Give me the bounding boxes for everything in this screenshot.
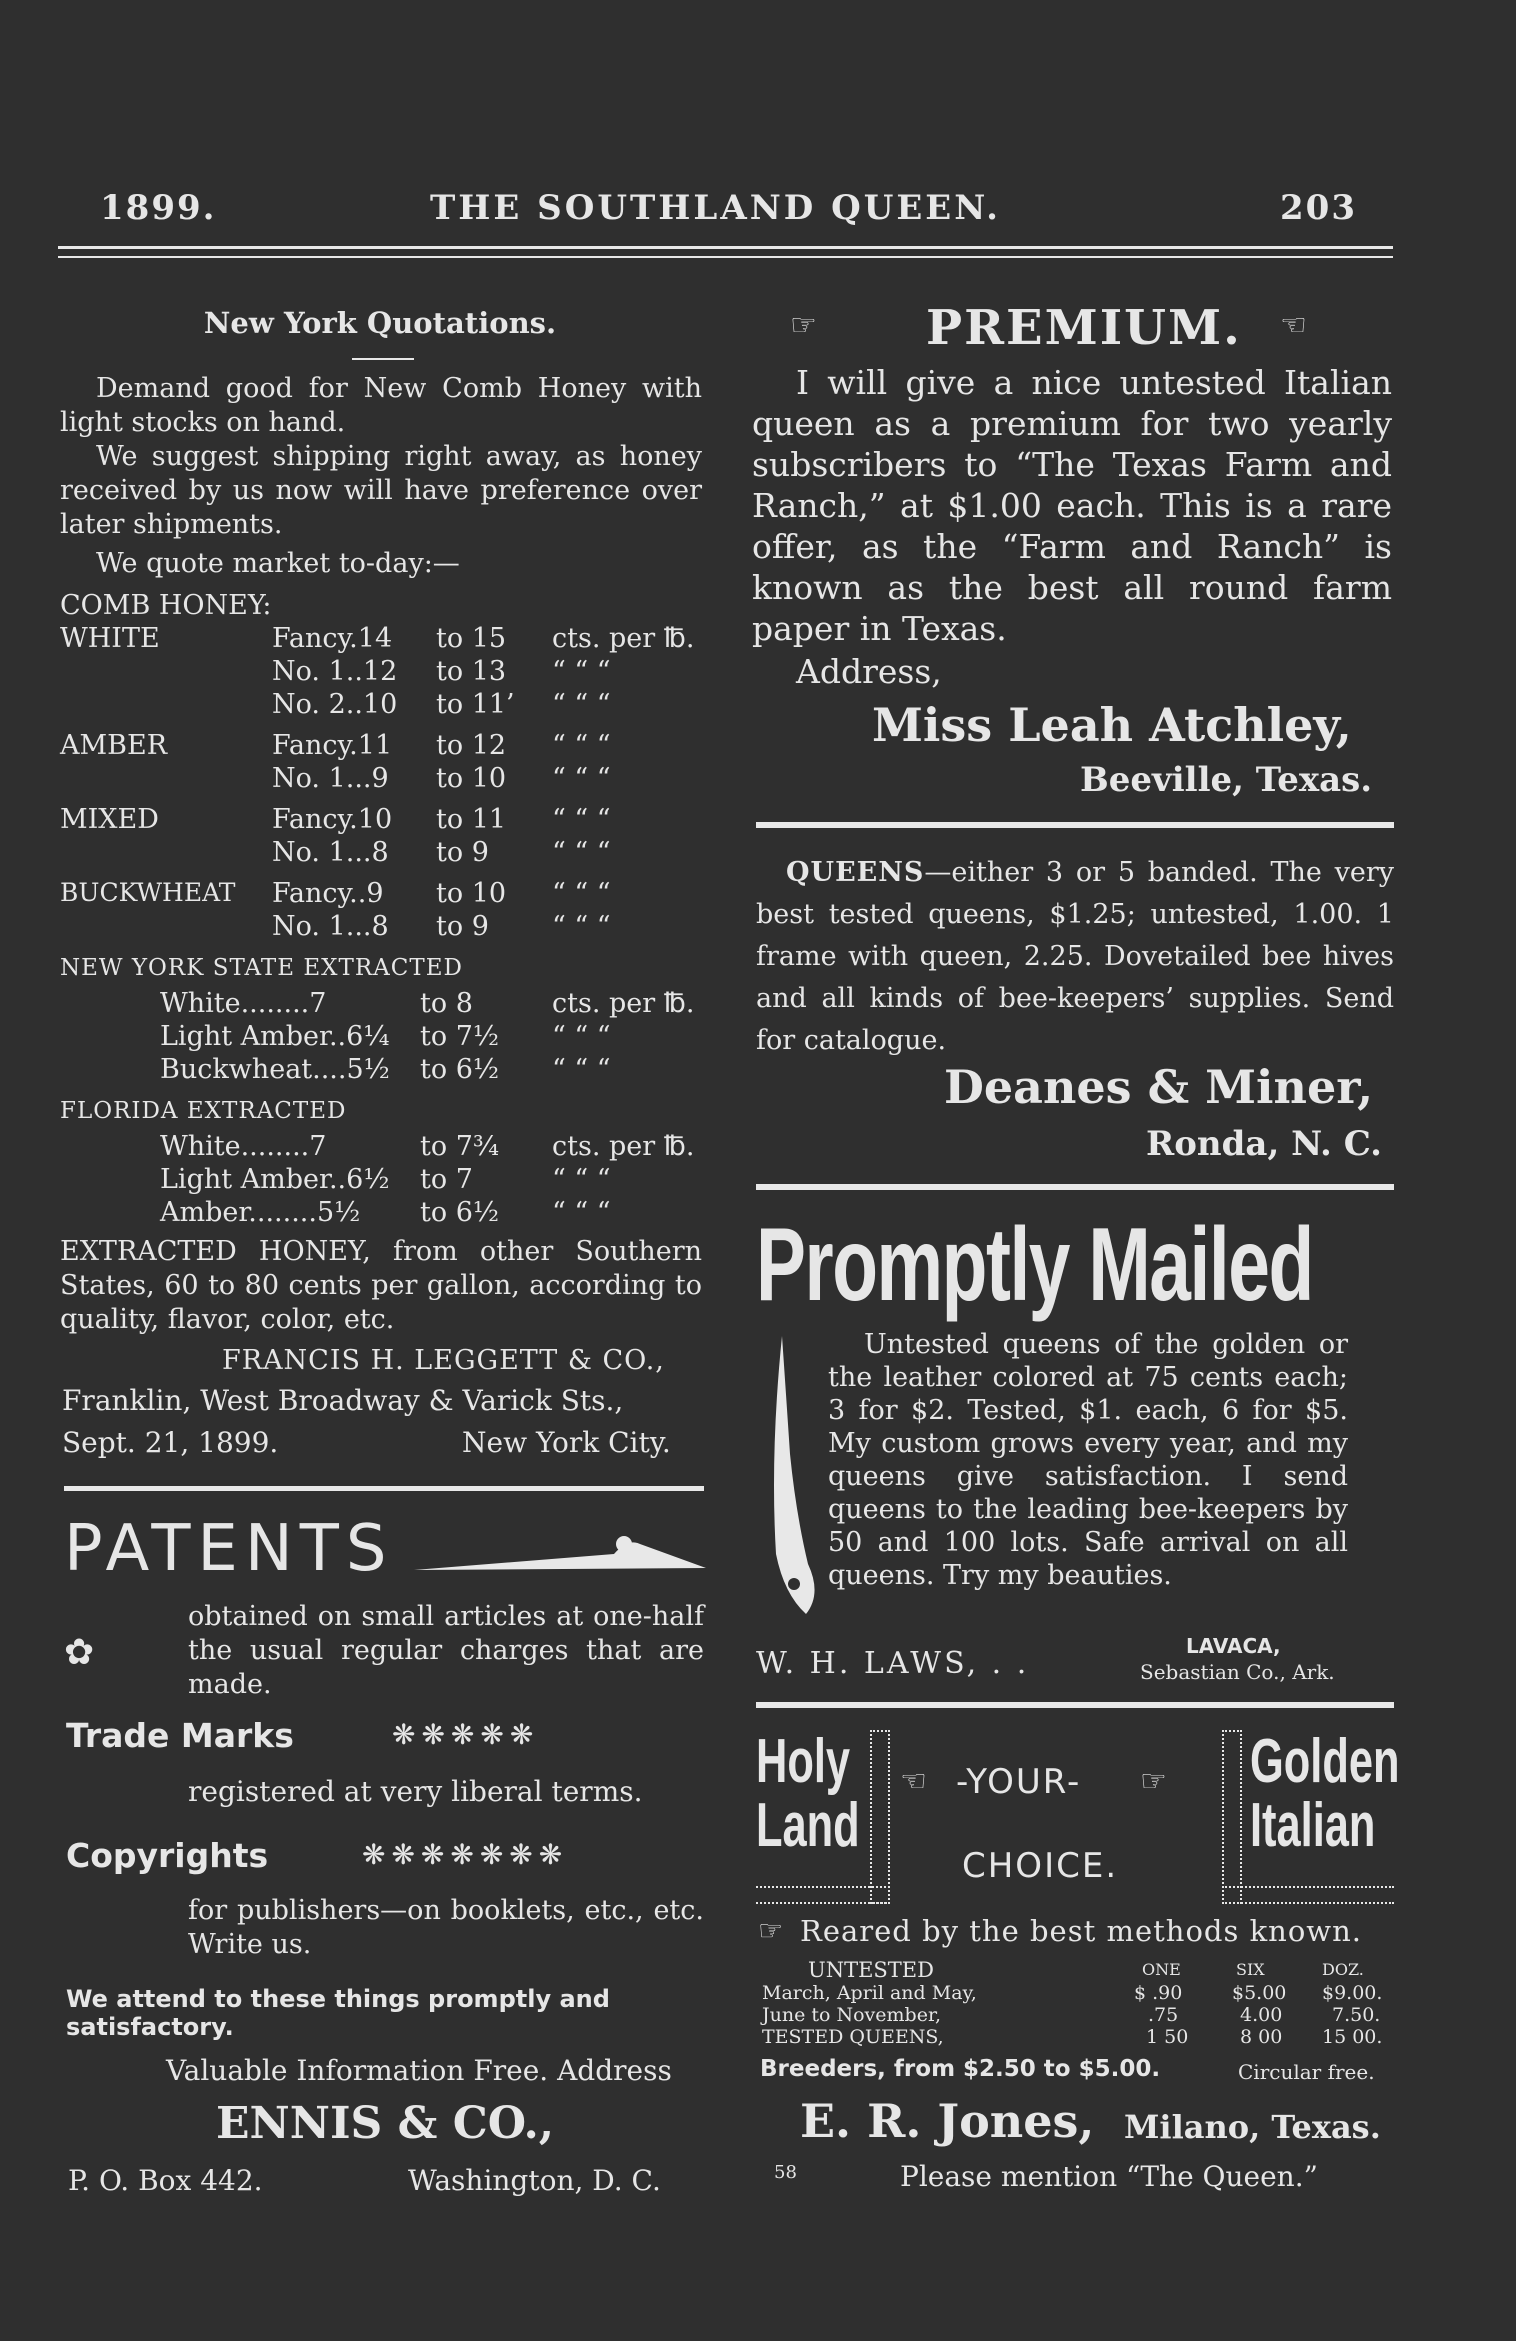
quotations-title-rule [352, 358, 414, 360]
ornament-border-icon [870, 1730, 890, 1904]
pointing-hand-icon: ☞ [1140, 1764, 1167, 1799]
holy-land-title [756, 1727, 860, 1860]
italian-word: Italian [1250, 1791, 1376, 1860]
comb-row-grade: No. 1...8 [272, 837, 389, 868]
queens-rule [756, 1184, 1394, 1190]
pointing-hand-icon: ☜ [900, 1764, 927, 1799]
mailed-town: LAVACA, [1186, 1634, 1281, 1658]
nys-row-name: Light Amber..6¼ [160, 1021, 390, 1052]
land-word: Land [756, 1791, 860, 1860]
quotations-para-1: Demand good for New Comb Honey with light stocks on hand. [60, 373, 702, 438]
price-cell: $ .90 [1134, 1982, 1183, 2004]
ornament-border-icon [756, 1886, 886, 1904]
copyrights-text: for publishers—on booklets, etc., etc. Write us. [188, 1895, 704, 1960]
queens-ad [756, 852, 1394, 1062]
price-cell: 1 50 [1146, 2026, 1189, 2048]
price-cell: $5.00 [1232, 1982, 1287, 2004]
comb-row-cat: MIXED [60, 804, 159, 835]
premium-title: PREMIUM. [926, 300, 1242, 356]
quotations-rule [64, 1486, 704, 1491]
header-rule-bottom [58, 256, 1393, 258]
ornament-row-icon: ❋❋❋❋❋❋❋ [362, 1838, 569, 1871]
pointing-hand-icon: ☞ [758, 1914, 784, 1947]
mention-text: Please mention “The Queen.” [900, 2160, 1318, 2193]
comb-row-to: to 10 [436, 878, 507, 909]
ornament-border-icon [1222, 1886, 1394, 1904]
comb-row-unit: “ “ “ [552, 911, 611, 942]
comb-row-unit: “ “ “ [552, 804, 611, 835]
ornament-row-icon: ❋❋❋❋❋ [392, 1718, 540, 1751]
comb-row-unit: cts. per ℔. [552, 623, 695, 654]
comb-row-cat: BUCKWHEAT [60, 878, 236, 907]
mailed-text: Untested queens of the golden or the leather colored at 75 cents each; 3 for $2. Tested, $1. each, 6 for $5. My custom grows every year, and my queens give satisfaction. I send queens to the leading bee-keepers by 50 and 100 lots. Safe arrival on all queens. Try my beauties. [828, 1329, 1348, 1591]
comb-row-grade: No. 1..12 [272, 656, 398, 687]
fla-row-to: to 6½ [420, 1197, 500, 1228]
price-cell: .75 [1148, 2004, 1179, 2026]
mailed-title: Promptly Mailed [756, 1207, 1313, 1323]
comb-row-grade: Fancy.10 [272, 804, 393, 835]
comb-row-cat: AMBER [60, 730, 168, 761]
fla-row-to: to 7¾ [420, 1131, 500, 1162]
comb-row-unit: “ “ “ [552, 656, 611, 687]
price-cell: June to November, [762, 2004, 941, 2026]
header-year: 1899. [100, 188, 217, 228]
pointing-hand-icon: ☞ [790, 308, 817, 343]
queens-lead: QUEENS [786, 857, 925, 888]
fla-row-name: Light Amber..6½ [160, 1164, 390, 1195]
reared-text: Reared by the best methods known. [800, 1914, 1362, 1948]
nys-row-to: to 8 [420, 988, 473, 1019]
premium-place: Beeville, Texas. [1080, 760, 1373, 800]
header-title: THE SOUTHLAND QUEEN. [430, 188, 1001, 228]
comb-row-unit: “ “ “ [552, 878, 611, 909]
queens-firm: Deanes & Miner, [944, 1060, 1374, 1114]
quotations-date: Sept. 21, 1899. [62, 1426, 279, 1459]
pointing-hand-icon: ☜ [1280, 308, 1307, 343]
circular-text: Circular free. [1238, 2060, 1375, 2084]
pen-nib-icon [414, 1530, 706, 1572]
nys-row-name: White........7 [160, 988, 327, 1019]
price-cell: 7.50. [1332, 2004, 1381, 2026]
mailed-county: Sebastian Co., Ark. [1140, 1660, 1335, 1684]
holy-word: Holy [756, 1727, 851, 1796]
comb-row-to: to 9 [436, 911, 489, 942]
queens-place: Ronda, N. C. [1146, 1124, 1383, 1164]
patents-firm: ENNIS & CO., [216, 2098, 555, 2149]
golden-word: Golden [1250, 1727, 1400, 1796]
header-page-number: 203 [1280, 188, 1357, 228]
jones-firm: E. R. Jones, [800, 2094, 1095, 2148]
quill-icon [756, 1334, 826, 1624]
premium-rule [756, 822, 1394, 828]
comb-row-to: to 11’ [436, 689, 515, 720]
premium-name: Miss Leah Atchley, [872, 698, 1352, 752]
trade-marks-text: registered at very liberal terms. [188, 1775, 643, 1808]
patents-box: P. O. Box 442. [68, 2164, 263, 2197]
nys-row-unit: “ “ “ [552, 1021, 611, 1052]
nys-row-to: to 7½ [420, 1021, 500, 1052]
comb-row-grade: No. 1...9 [272, 763, 389, 794]
price-header-cell: ONE [1142, 1960, 1181, 1979]
comb-row-to: to 12 [436, 730, 507, 761]
price-cell: 4.00 [1240, 2004, 1283, 2026]
mailed-name: W. H. LAWS, . . [756, 1646, 1030, 1681]
fla-row-to: to 7 [420, 1164, 473, 1195]
nys-row-to: to 6½ [420, 1054, 500, 1085]
comb-row-grade: Fancy.14 [272, 623, 393, 654]
golden-italian-title [1250, 1727, 1400, 1860]
comb-row-to: to 9 [436, 837, 489, 868]
nys-row-name: Buckwheat....5½ [160, 1054, 390, 1085]
mailed-rule [756, 1702, 1394, 1708]
quotations-address: Franklin, West Broadway & Varick Sts., [62, 1384, 624, 1417]
price-cell: 15 00. [1322, 2026, 1383, 2048]
price-cell: TESTED QUEENS, [762, 2026, 944, 2048]
patents-valuable: Valuable Information Free. Address [166, 2054, 672, 2087]
comb-row-unit: “ “ “ [552, 689, 611, 720]
queens-text: —either 3 or 5 banded. The very best tested queens, $1.25; untested, 1.00. 1 frame with queen, 2.25. Dovetailed bee hives and all kinds of bee-keepers’ supplies. Send for catalogue. [756, 857, 1394, 1056]
extracted-note: EXTRACTED HONEY, from other Southern States, 60 to 80 cents per gallon, according to quality, flavor, color, etc. [60, 1236, 702, 1335]
nys-row-unit: cts. per ℔. [552, 988, 695, 1019]
premium-address-label: Address, [796, 652, 942, 691]
fla-row-unit: “ “ “ [552, 1164, 611, 1195]
jones-place: Milano, Texas. [1124, 2108, 1381, 2146]
patents-title: PATENTS [64, 1512, 394, 1586]
price-header-cell: DOZ. [1322, 1960, 1364, 1979]
fla-heading: FLORIDA EXTRACTED [60, 1098, 347, 1124]
comb-heading: COMB HONEY: [60, 590, 272, 621]
fla-row-name: White........7 [160, 1131, 327, 1162]
breeders-text: Breeders, from $2.50 to $5.00. [760, 2056, 1161, 2082]
comb-row-grade: Fancy.11 [272, 730, 393, 761]
patents-text-1: obtained on small articles at one-half the usual regular charges that are made. [188, 1601, 704, 1700]
comb-row-unit: “ “ “ [552, 837, 611, 868]
comb-row-grade: Fancy..9 [272, 878, 384, 909]
price-header-cell: UNTESTED [808, 1958, 934, 1982]
quotations-title: New York Quotations. [203, 306, 557, 340]
ornament-border-icon [1222, 1730, 1242, 1904]
comb-row-grade: No. 1...8 [272, 911, 389, 942]
your-word: -YOUR- [956, 1762, 1082, 1802]
nys-row-unit: “ “ “ [552, 1054, 611, 1085]
quotations-city: New York City. [462, 1426, 671, 1459]
flower-ornament-icon: ✿ [64, 1632, 95, 1673]
comb-row-unit: “ “ “ [552, 730, 611, 761]
fla-row-name: Amber........5½ [160, 1197, 361, 1228]
fla-row-unit: “ “ “ [552, 1197, 611, 1228]
folio-number: 58 [774, 2162, 797, 2183]
premium-text: I will give a nice untested Italian queen as a premium for two yearly subscribers to “The Texas Farm and Ranch,” at $1.00 each. This is a rare offer, as the “Farm and Ranch” is known as the best all round farm paper in Texas. [752, 363, 1392, 648]
quotations-para-3: We quote market to-day:— [96, 548, 460, 579]
patents-attend: We attend to these things promptly and satisfactory. [66, 1985, 610, 2041]
comb-row-cat: WHITE [60, 623, 160, 654]
comb-row-to: to 11 [436, 804, 507, 835]
comb-row-unit: “ “ “ [552, 763, 611, 794]
patents-city: Washington, D. C. [408, 2164, 661, 2197]
price-header-cell: SIX [1236, 1960, 1265, 1979]
comb-row-to: to 10 [436, 763, 507, 794]
comb-row-to: to 13 [436, 656, 507, 687]
quotations-para-2: We suggest shipping right away, as honey received by us now will have preference over later shipments. [60, 441, 702, 540]
price-cell: 8 00 [1240, 2026, 1283, 2048]
trade-marks-heading: Trade Marks [66, 1716, 294, 1755]
fla-row-unit: cts. per ℔. [552, 1131, 695, 1162]
price-cell: $9.00. [1322, 1982, 1383, 2004]
copyrights-heading: Copyrights [66, 1836, 269, 1875]
choice-word: CHOICE. [962, 1846, 1119, 1886]
comb-row-grade: No. 2..10 [272, 689, 398, 720]
header-rule-top [58, 246, 1393, 249]
nys-heading: NEW YORK STATE EXTRACTED [60, 955, 463, 981]
comb-row-to: to 15 [436, 623, 507, 654]
quotations-firm: FRANCIS H. LEGGETT & CO., [222, 1345, 665, 1376]
price-cell: March, April and May, [762, 1982, 977, 2004]
